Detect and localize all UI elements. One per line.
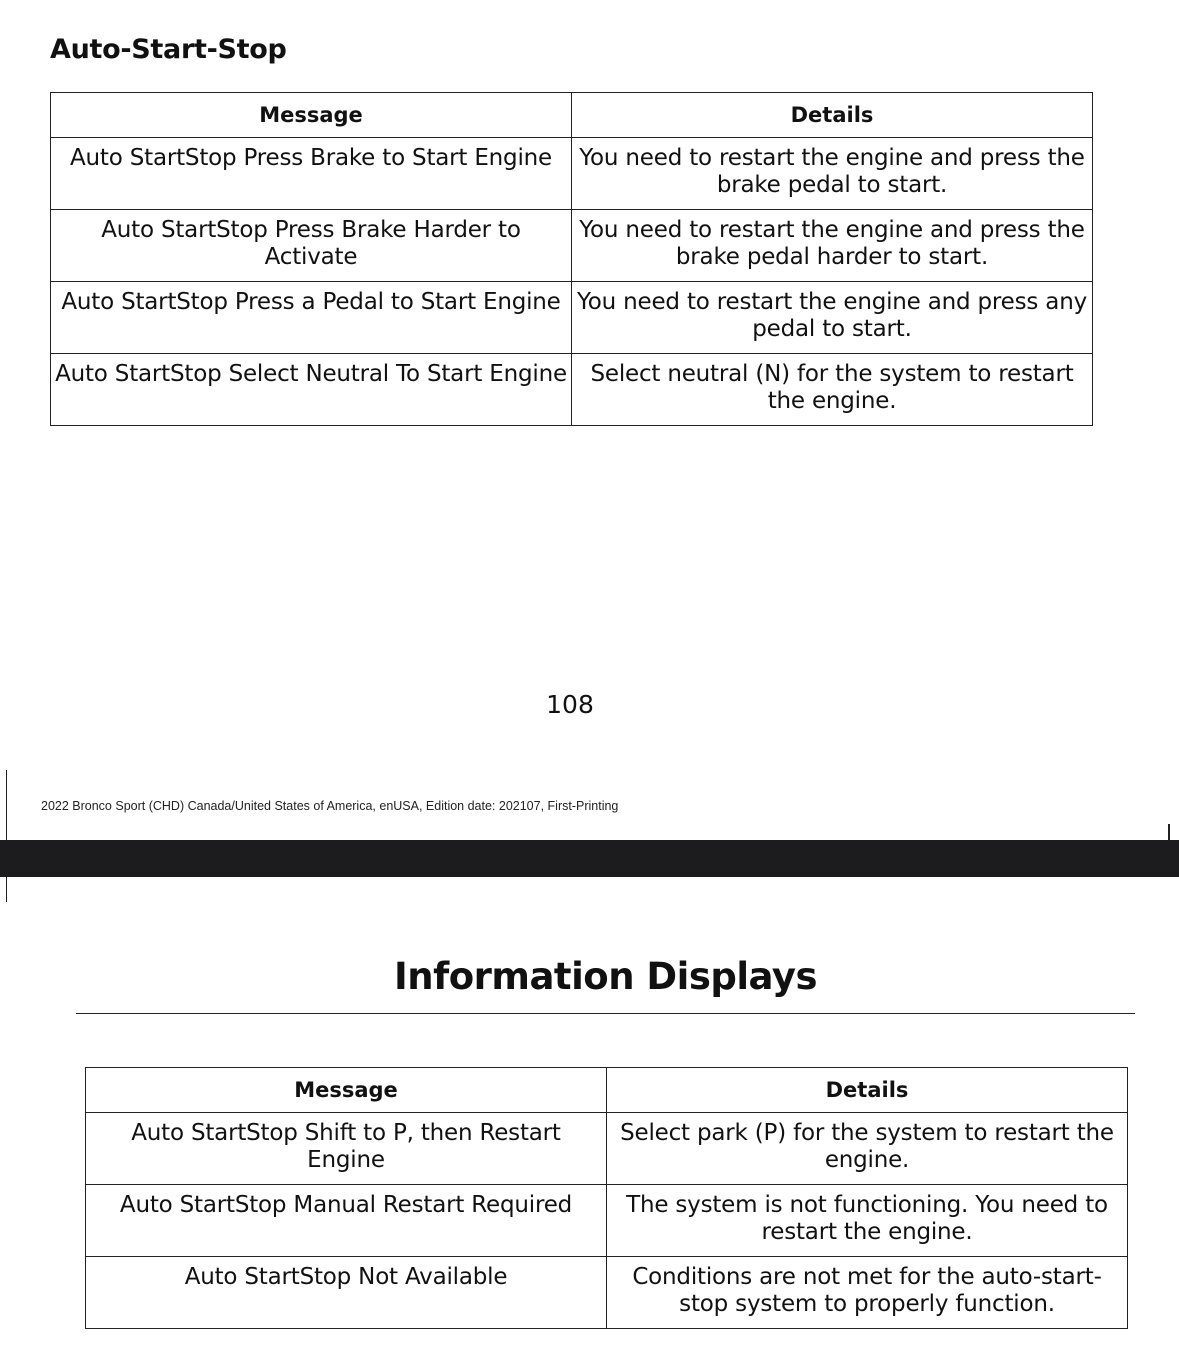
table-row <box>51 354 1093 426</box>
message-cell: Auto StartStop Press Brake to Start Engine <box>51 138 572 210</box>
page-divider-band <box>0 840 1179 877</box>
column-header-details: Details <box>572 93 1093 138</box>
table-row <box>86 1185 1128 1257</box>
message-cell: Auto StartStop Shift to P, then Restart Engine <box>86 1113 607 1185</box>
details-cell: You need to restart the engine and press the brake pedal to start. <box>572 138 1093 210</box>
message-table-auto-start-stop <box>50 92 1093 426</box>
details-cell: Select park (P) for the system to restart the engine. <box>607 1113 1128 1185</box>
crop-mark <box>1168 824 1170 840</box>
column-header-details: Details <box>607 1068 1128 1113</box>
crop-mark <box>0 770 7 902</box>
message-cell: Auto StartStop Not Available <box>86 1257 607 1329</box>
details-cell: Select neutral (N) for the system to restart the engine. <box>572 354 1093 426</box>
table-row <box>51 282 1093 354</box>
edition-footer: 2022 Bronco Sport (CHD) Canada/United States of America, enUSA, Edition date: 202107, First-Printing <box>41 799 619 813</box>
details-cell: Conditions are not met for the auto-start-stop system to properly function. <box>607 1257 1128 1329</box>
table-row <box>51 138 1093 210</box>
table-header-row <box>86 1068 1128 1113</box>
chapter-title-rule <box>76 1013 1135 1014</box>
table-row <box>86 1257 1128 1329</box>
message-table-information-displays <box>85 1067 1128 1329</box>
details-cell: You need to restart the engine and press any pedal to start. <box>572 282 1093 354</box>
page-number: 108 <box>546 690 594 719</box>
chapter-title: Information Displays <box>394 955 817 998</box>
section-title: Auto-Start-Stop <box>50 34 287 65</box>
table-row <box>51 210 1093 282</box>
table-row <box>86 1113 1128 1185</box>
column-header-message: Message <box>86 1068 607 1113</box>
details-cell: You need to restart the engine and press the brake pedal harder to start. <box>572 210 1093 282</box>
message-cell: Auto StartStop Press Brake Harder to Activate <box>51 210 572 282</box>
message-cell: Auto StartStop Manual Restart Required <box>86 1185 607 1257</box>
message-cell: Auto StartStop Press a Pedal to Start Engine <box>51 282 572 354</box>
table-header-row <box>51 93 1093 138</box>
column-header-message: Message <box>51 93 572 138</box>
details-cell: The system is not functioning. You need to restart the engine. <box>607 1185 1128 1257</box>
message-cell: Auto StartStop Select Neutral To Start Engine <box>51 354 572 426</box>
